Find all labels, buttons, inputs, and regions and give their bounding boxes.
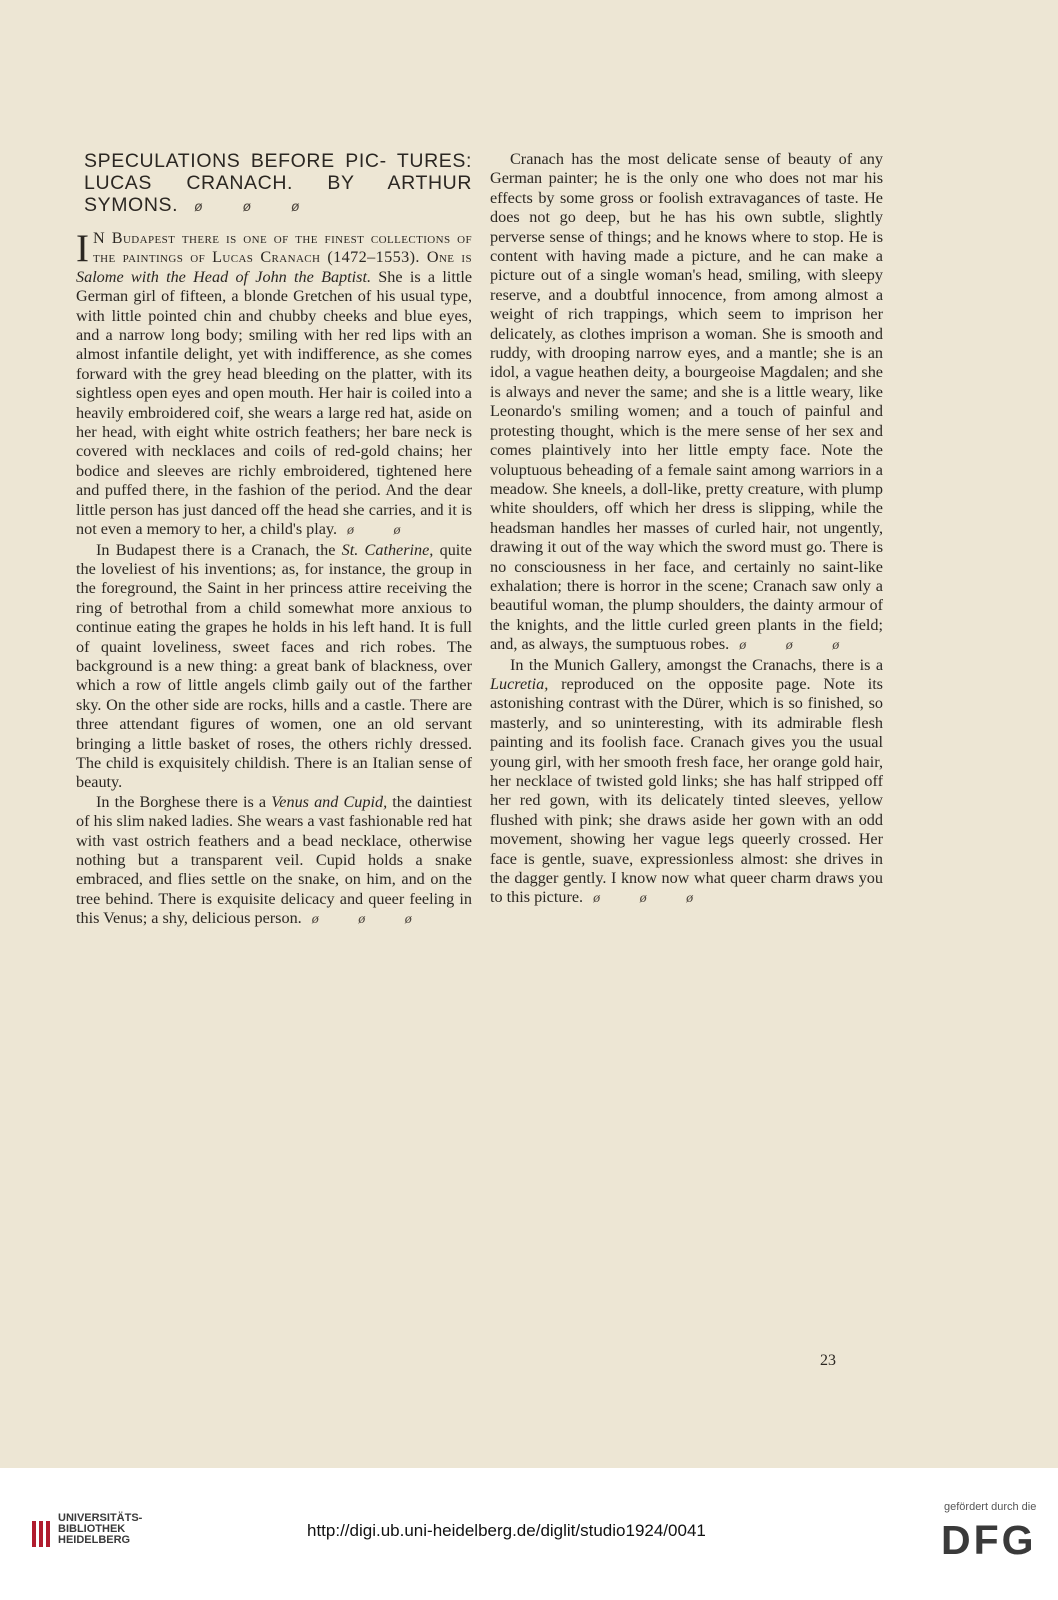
paragraph-1-italic: Salome with the Head of John the Baptist. (76, 267, 371, 286)
paragraph-3-rest: the daintiest of his slim naked ladies. She wears a vast fashionable red hat with vast ostrich feathers and a bead necklace, otherwise nothing but a transparent veil. Cupid holds a snake embraced, and flies settle on the snake, on him, and on the tree behind. There is exquisite delicacy and queer feeling in this Venus; a shy, delicious person. (76, 792, 472, 928)
paragraph-3-ornament-icon: ø ø ø (311, 912, 430, 928)
paragraph-4 (490, 150, 883, 656)
paragraph-1 (76, 229, 472, 541)
paragraph-3-italic: Venus and Cupid, (271, 792, 388, 811)
page-number: 23 (820, 1352, 836, 1369)
paragraph-2-rest: quite the loveliest of his inventions; as, for instance, the group in the foreground, the Saint in her princess attire receiving the ring of betrothal from a child somewhat more anxious to continue eating the grapes he holds in his left hand. It is full of quaint loveliness, sweet faces and rich robes. The background is a new thing: a great bank of blackness, over which a row of little angels climb gaily out of the farther sky. On the other side are rocks, hills and a castle. There are three attendant figures of women, one an old servant bringing a little basket of roses, the others richly dressed. The child is exquisitely childish. There is an Italian sense of beauty. (76, 540, 472, 792)
drop-cap: I (76, 227, 89, 270)
paragraph-3-start: In the Borghese there is a (96, 792, 272, 811)
article-title (84, 150, 472, 217)
left-column (76, 150, 472, 930)
paragraph-5-ornament-icon: ø ø ø (593, 891, 712, 907)
paragraph-5-italic: Lucretia, (490, 674, 549, 693)
library-name-line-3: HEIDELBERG (58, 1534, 131, 1546)
paragraph-2 (76, 541, 472, 793)
paragraph-5 (490, 656, 883, 909)
title-ornament-icon: ø ø ø (194, 198, 318, 214)
paragraph-1-text: N Budapest there is one of the finest collections of the paintings of Lucas Cranach (1472–1553). One is (93, 229, 472, 267)
library-name (58, 1513, 142, 1546)
paragraph-4-text: Cranach has the most delicate sense of beauty of any German painter; he is the only one who does not mar his effects by some gross or foolish extravagances of taste. He does not go deep, but he has his own subtle, slightly perverse sense of things; and he knows where to stop. He is content with having made a picture, and he can make a picture out of a single woman's head, smiling, with sleepy reserve, and a doubtful innocence, from among almost a weight of rich trappings, which seem to imprison her delicately, as clothes imprison a woman. She is smooth and ruddy, with drooping narrow eyes, and a mantle; she is an idol, a vague heathen deity, a bourgeoise Magdalen; and she is always and never the same; and she is a little weary, like Leonardo's smiling women; and a touch of painful and protesting thought, which is the mere sense of her sex and comes plaintively into her little empty face. Note the voluptuous beheading of a female saint among warriors in a meadow. She kneels, a doll-like, pretty creature, with plump white shoulders, off which her dress is slipping, while the headsman handles her masses of curled hair, not ungently, drawing it out of the way which the sword must go. There is no consciousness in her face, and certainly no saint-like exhalation; there is horror in the scene; Cranach saw only a beautiful woman, the plump shoulders, the dainty armour of the knights, and the little curled green plants in the field; and, as always, the sumptuous robes. (490, 150, 883, 654)
paragraph-4-ornament-icon: ø ø ø (739, 638, 858, 654)
paragraph-2-italic: St. Catherine, (341, 540, 434, 559)
paragraph-1-ornament-icon: ø ø (347, 523, 419, 539)
paragraph-2-start: In Budapest there is a Cranach, the (96, 540, 342, 559)
paragraph-5-start: In the Munich Gallery, amongst the Cranachs, there is a (510, 655, 883, 674)
paragraph-3 (76, 793, 472, 930)
funded-by-label: gefördert durch die (944, 1501, 1037, 1513)
right-column (490, 150, 883, 909)
paragraph-1-end: She is a little German girl of fifteen, a blonde Gretchen of his usual type, with little pointed chin and chubby cheeks and blue eyes, and a narrow long body; smiling with her red lips with an almost infantile delight, yet with indifference, as she comes forward with the grey head bleeding on the platter, with its sightless open eyes and open mouth. Her hair is coiled into a heavily embroidered coif, she wears a large red hat, aside on her head, with eight white ostrich feathers; her bare neck is covered with necklaces and coils of red-gold chains; her bodice and sleeves are richly embroidered, tightened here and puffed there, in the fashion of the period. And the dear little person has just danced off the head she carries, and it is not even a memory to her, a child's play. (76, 267, 473, 539)
university-library-logo-icon (30, 1517, 52, 1551)
dfg-logo-icon: DFG (941, 1517, 1037, 1563)
paragraph-5-rest: reproduced on the opposite page. Note its astonishing contrast with the Dürer, which is so finished, so masterly, and so uninteresting, with its admirable flesh painting and its foolish face. Cranach gives you the usual young girl, with her smooth fresh face, her orange gold hair, her necklace of twisted gold links; she has half stripped off her red gown, with its delicately tinted sleeves, yellow flushed with pink; she draws aside her gown with an odd movement, showing her vague legs queerly crossed. Her face is gentle, suave, expressionless almost: she drives in the dagger gently. I know now what queer charm draws you to this picture. (490, 674, 883, 907)
source-url-link[interactable]: http://digi.ub.uni-heidelberg.de/diglit/studio1924/0041 (307, 1521, 706, 1540)
article-title-text: SPECULATIONS BEFORE PIC- TURES: LUCAS CRANACH. BY ARTHUR SYMONS. (84, 150, 472, 216)
library-name-line-1: UNIVERSITÄTS- (58, 1512, 143, 1524)
library-name-line-2: BIBLIOTHEK (58, 1523, 126, 1535)
